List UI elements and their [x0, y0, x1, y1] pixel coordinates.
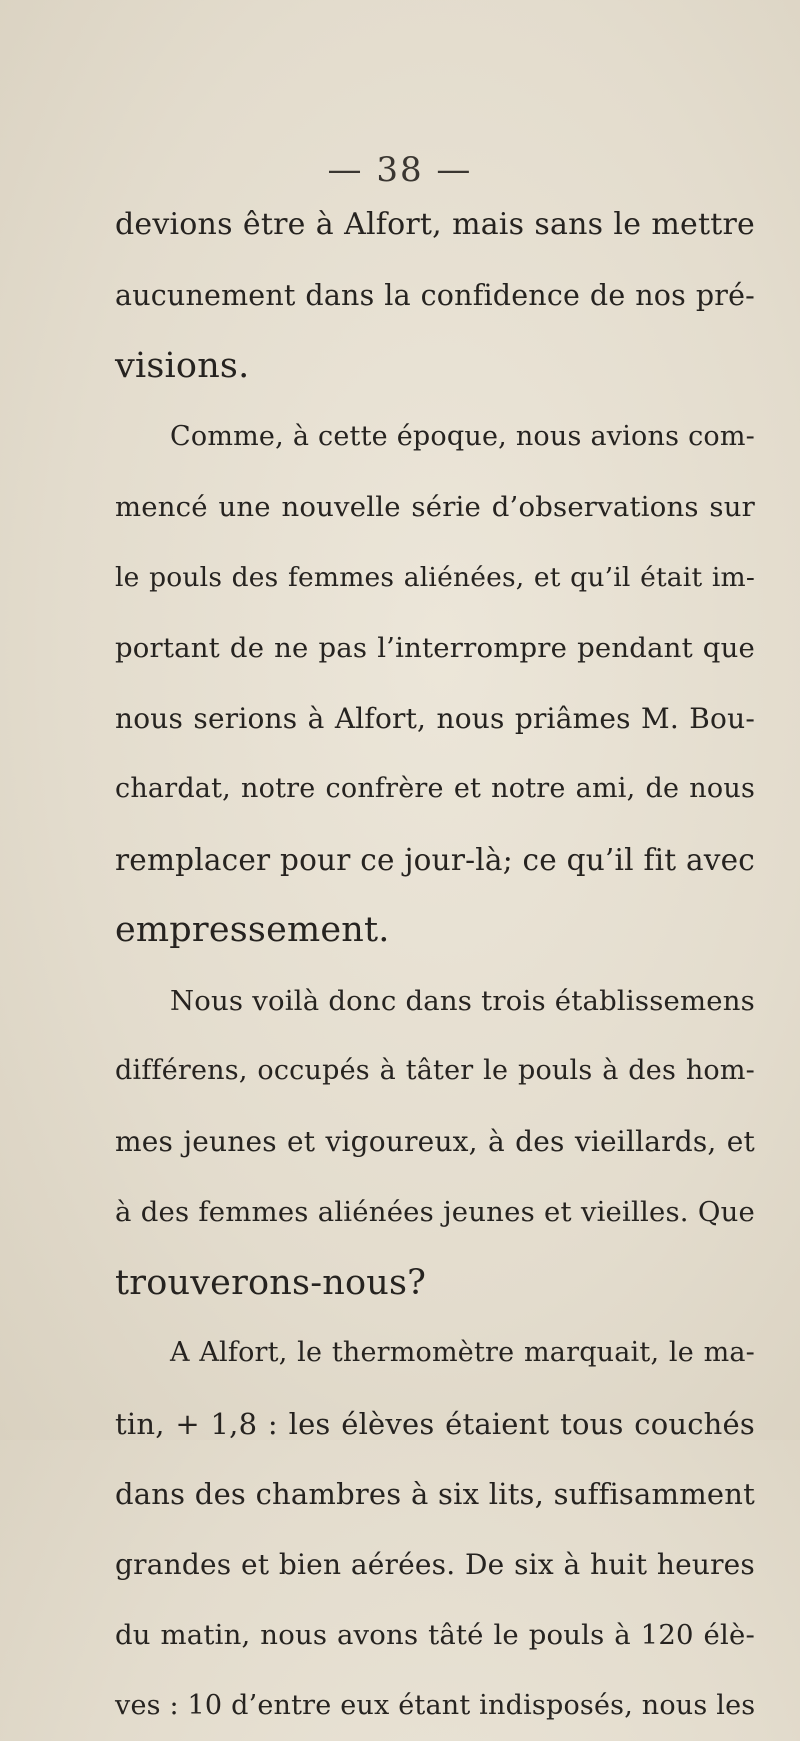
text-line: grandes et bien aérées. De six à huit heures — [115, 1530, 755, 1601]
page-number: — 38 — — [0, 150, 800, 190]
text-line: aucunement dans la confidence de nos pré- — [115, 261, 755, 332]
body-text — [115, 190, 755, 1741]
text-line: visions. — [115, 331, 755, 402]
text-line: portant de ne pas l’interrompre pendant que — [115, 613, 755, 684]
text-line: mencé une nouvelle série d’observations sur — [115, 472, 755, 543]
text-line: nous serions à Alfort, nous priâmes M. Bou- — [115, 684, 755, 755]
text-line: ves : 10 d’entre eux étant indisposés, nous les — [115, 1671, 755, 1741]
text-line: empressement. — [115, 895, 755, 966]
text-line: chardat, notre confrère et notre ami, de nous — [115, 754, 755, 825]
text-line: différens, occupés à tâter le pouls à des hom- — [115, 1036, 755, 1107]
text-line: à des femmes aliénées jeunes et vieilles. Que — [115, 1177, 755, 1248]
text-line: du matin, nous avons tâté le pouls à 120 élè- — [115, 1600, 755, 1671]
text-line: A Alfort, le thermomètre marquait, le ma- — [115, 1318, 755, 1389]
text-line: trouverons-nous? — [115, 1248, 755, 1319]
text-line: dans des chambres à six lits, suffisamment — [115, 1459, 755, 1530]
text-line: Comme, à cette époque, nous avions com- — [115, 402, 755, 473]
text-line: Nous voilà donc dans trois établissemens — [115, 966, 755, 1037]
text-line: remplacer pour ce jour-là; ce qu’il fit avec — [115, 825, 755, 896]
text-line: tin, + 1,8 : les élèves étaient tous couchés — [115, 1389, 755, 1460]
text-line: le pouls des femmes aliénées, et qu’il était im- — [115, 543, 755, 614]
text-line: devions être à Alfort, mais sans le mettre — [115, 190, 755, 261]
text-line: mes jeunes et vigoureux, à des vieillards, et — [115, 1107, 755, 1178]
